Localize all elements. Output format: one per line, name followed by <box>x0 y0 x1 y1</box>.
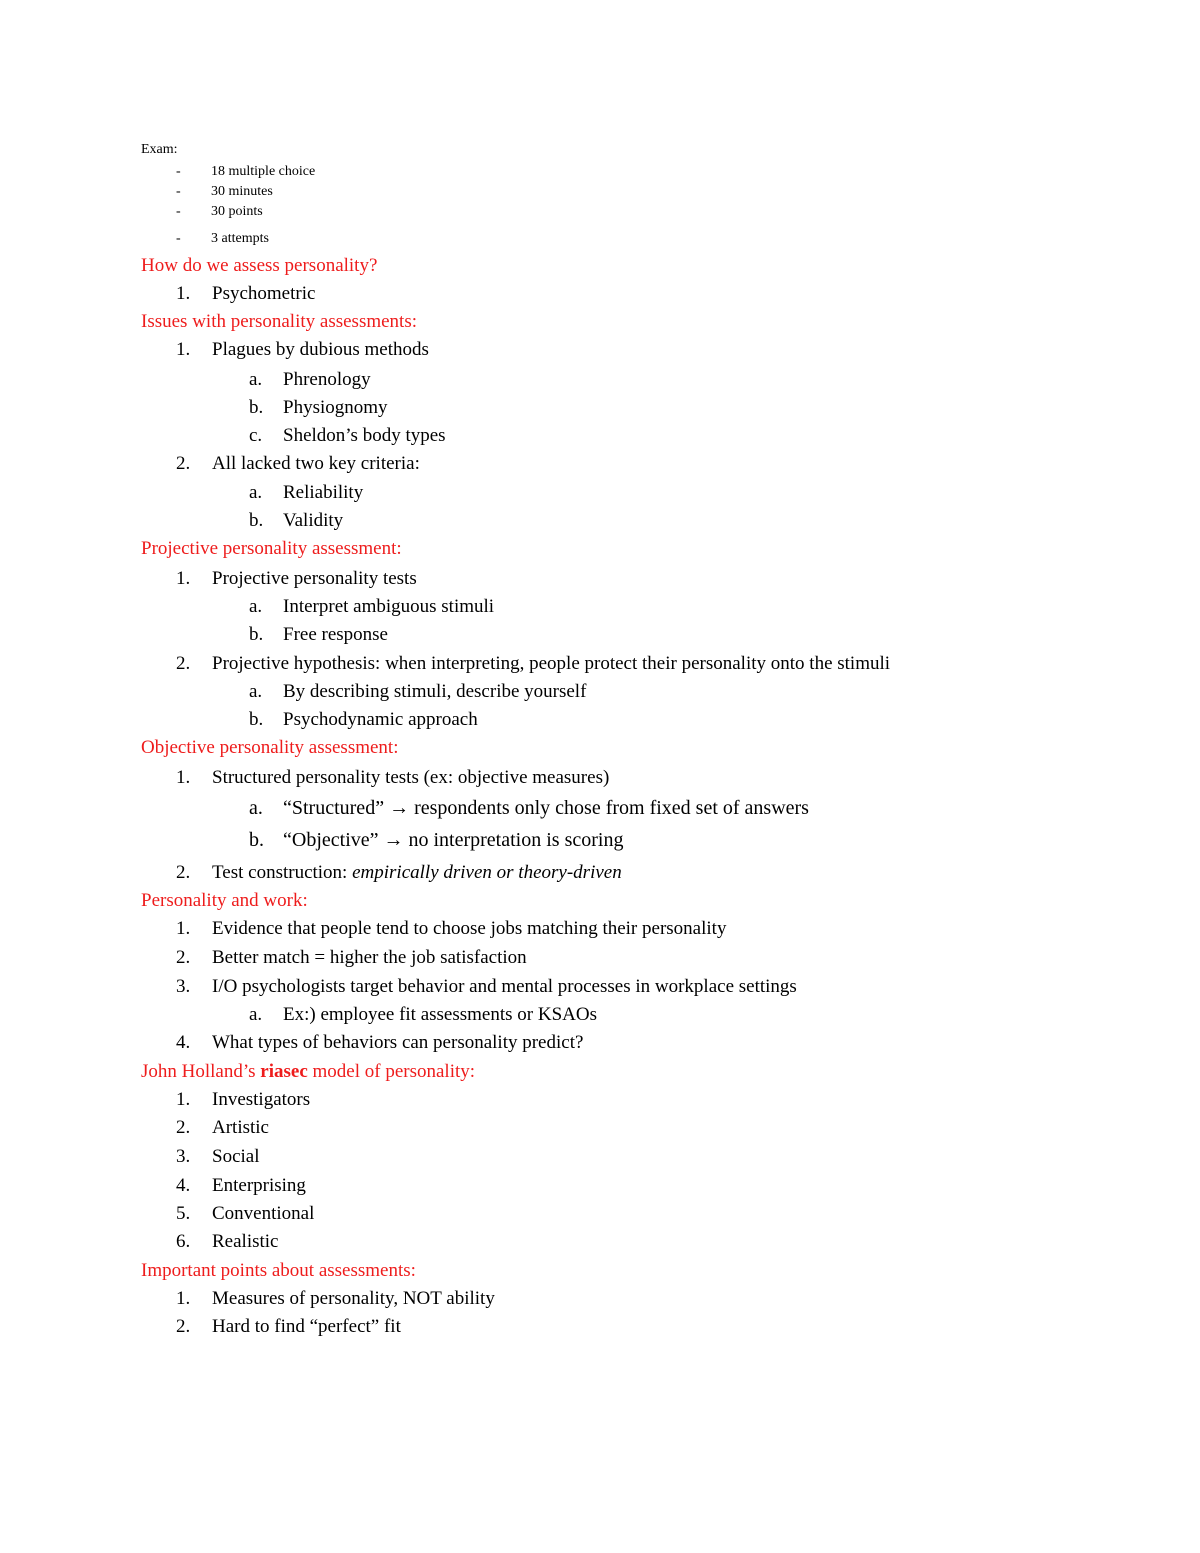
list-item-text: Structured personality tests (ex: objective measures) <box>212 767 610 788</box>
list-number: 6. <box>176 1231 191 1252</box>
list-item-text <box>212 861 622 885</box>
list-number: 1. <box>176 568 191 589</box>
list-item-text: Social <box>212 1146 260 1167</box>
list-item-text: Evidence that people tend to choose jobs matching their personality <box>212 918 727 939</box>
section-heading: Objective personality assessment: <box>141 737 399 758</box>
list-number: 2. <box>176 862 191 883</box>
list-number: 1. <box>176 339 191 360</box>
list-item-text: Projective hypothesis: when interpreting, people protect their personality onto the stimuli <box>212 653 891 674</box>
sub-item-text: Physiognomy <box>283 397 388 418</box>
list-item-text: What types of behaviors can personality predict? <box>212 1032 584 1053</box>
sub-item-text: Interpret ambiguous stimuli <box>283 596 495 617</box>
list-number: 4. <box>176 1175 191 1196</box>
list-letter: c. <box>249 425 263 446</box>
sub-item-text: Ex:) employee fit assessments or KSAOs <box>283 1004 597 1025</box>
list-number: 5. <box>176 1203 191 1224</box>
sub-item-text: Sheldon’s body types <box>283 425 446 446</box>
list-number: 2. <box>176 947 191 968</box>
list-number: 3. <box>176 976 191 997</box>
exam-item-text: 30 minutes <box>211 184 273 199</box>
list-item-text: Better match = higher the job satisfaction <box>212 947 527 968</box>
list-letter: b. <box>249 510 264 531</box>
section-heading: Personality and work: <box>141 890 308 911</box>
list-letter: a. <box>249 1004 263 1025</box>
list-item-text: I/O psychologists target behavior and mental processes in workplace settings <box>212 976 797 997</box>
list-item-text-italic: empirically driven or theory-driven <box>352 862 622 883</box>
list-letter: b. <box>249 829 264 851</box>
section-heading <box>141 1060 475 1084</box>
list-number: 2. <box>176 1316 191 1337</box>
list-letter: a. <box>249 681 263 702</box>
exam-item-text: 18 multiple choice <box>211 164 316 179</box>
heading-part-bold: riasec <box>260 1061 308 1082</box>
list-number: 2. <box>176 453 191 474</box>
dash-bullet: - <box>176 164 181 179</box>
list-letter: b. <box>249 624 264 645</box>
section-heading: How do we assess personality? <box>141 255 378 276</box>
list-item-text: Hard to find “perfect” fit <box>212 1316 401 1337</box>
list-item-text: Psychometric <box>212 283 316 304</box>
list-item-text: All lacked two key criteria: <box>212 453 420 474</box>
list-number: 3. <box>176 1146 191 1167</box>
exam-item-text: 30 points <box>211 204 263 219</box>
list-number: 1. <box>176 918 191 939</box>
list-number: 1. <box>176 283 191 304</box>
list-number: 2. <box>176 653 191 674</box>
list-number: 4. <box>176 1032 191 1053</box>
dash-bullet: - <box>176 204 181 219</box>
heading-part: John Holland’s <box>141 1061 261 1082</box>
heading-part: model of personality: <box>307 1061 476 1082</box>
list-item-text: Enterprising <box>212 1175 306 1196</box>
list-item-text: Projective personality tests <box>212 568 417 589</box>
list-item-text-plain: Test construction: <box>212 862 353 883</box>
section-heading: Projective personality assessment: <box>141 538 402 559</box>
dash-bullet: - <box>176 231 181 246</box>
sub-item-text: Free response <box>283 624 388 645</box>
dash-bullet: - <box>176 184 181 199</box>
sub-item-text: By describing stimuli, describe yourself <box>283 681 587 702</box>
list-letter: a. <box>249 369 263 390</box>
list-item-text: Plagues by dubious methods <box>212 339 429 360</box>
section-heading: Important points about assessments: <box>141 1260 416 1281</box>
list-item-text: Artistic <box>212 1117 269 1138</box>
list-letter: a. <box>249 482 263 503</box>
list-number: 2. <box>176 1117 191 1138</box>
section-heading: Issues with personality assessments: <box>141 311 418 332</box>
list-item-text: Realistic <box>212 1231 279 1252</box>
list-letter: b. <box>249 709 264 730</box>
sub-item-text: “Structured” → respondents only chose from fixed set of answers <box>283 797 809 819</box>
list-number: 1. <box>176 767 191 788</box>
list-letter: a. <box>249 797 263 819</box>
sub-item-text: Psychodynamic approach <box>283 709 478 730</box>
list-letter: a. <box>249 596 263 617</box>
sub-item-text: “Objective” → no interpretation is scoring <box>283 829 624 851</box>
list-number: 1. <box>176 1288 191 1309</box>
list-item-text: Investigators <box>212 1089 311 1110</box>
list-letter: b. <box>249 397 264 418</box>
sub-item-text: Validity <box>283 510 344 531</box>
list-item-text: Measures of personality, NOT ability <box>212 1288 495 1309</box>
exam-label: Exam: <box>141 142 178 157</box>
sub-item-text: Reliability <box>283 482 364 503</box>
exam-item-text: 3 attempts <box>211 231 269 246</box>
list-number: 1. <box>176 1089 191 1110</box>
sub-item-text: Phrenology <box>283 369 371 390</box>
list-item-text: Conventional <box>212 1203 315 1224</box>
